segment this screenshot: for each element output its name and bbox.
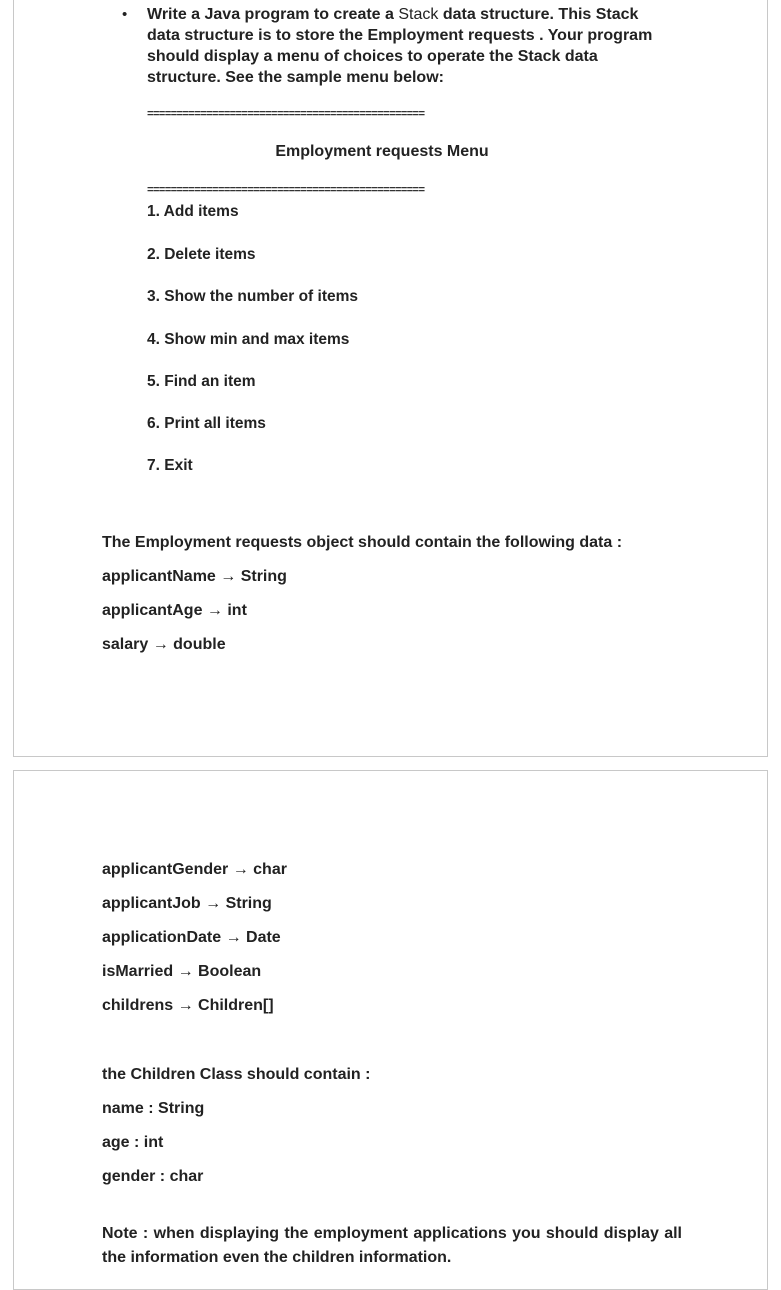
field-line: applicantJob → String bbox=[102, 895, 272, 912]
bullet-marker: • bbox=[122, 6, 128, 23]
menu-item: 1. Add items bbox=[147, 203, 239, 220]
intro-stack-word: Stack bbox=[398, 6, 439, 23]
intro-text-2: data structure. This Stack data structure is to store the Employment requests . Your program should display a menu of choices to operate the Stack data structure. See the sample menu below: bbox=[147, 6, 653, 86]
field-line: isMarried → Boolean bbox=[102, 963, 262, 980]
field-line: childrens → Children[] bbox=[102, 997, 274, 1014]
children-field: age : int bbox=[102, 1134, 164, 1151]
intro-paragraph bbox=[147, 4, 667, 88]
children-field: name : String bbox=[102, 1100, 205, 1117]
field-line: applicantAge → int bbox=[102, 602, 247, 619]
field-line: salary → double bbox=[102, 636, 226, 653]
intro-text-1: Write a Java program to create a bbox=[147, 6, 399, 23]
menu-title: Employment requests Menu bbox=[275, 143, 489, 160]
field-line: applicantGender → char bbox=[102, 861, 287, 878]
menu-item: 7. Exit bbox=[147, 457, 193, 474]
object-heading: The Employment requests object should contain the following data : bbox=[102, 534, 623, 551]
menu-item: 5. Find an item bbox=[147, 373, 256, 390]
children-field: gender : char bbox=[102, 1168, 204, 1185]
page-2 bbox=[13, 770, 768, 1290]
menu-item: 4. Show min and max items bbox=[147, 331, 350, 348]
menu-item: 6. Print all items bbox=[147, 415, 266, 432]
field-line: applicationDate → Date bbox=[102, 929, 281, 946]
menu-item: 2. Delete items bbox=[147, 246, 256, 263]
menu-rule-top: =============================================== bbox=[147, 109, 425, 121]
menu-rule-bottom: =============================================== bbox=[147, 185, 425, 197]
note-paragraph: Note : when displaying the employment applications you should display all the information even the children information. bbox=[102, 1225, 682, 1266]
children-heading: the Children Class should contain : bbox=[102, 1066, 371, 1083]
field-line: applicantName → String bbox=[102, 568, 287, 585]
menu-item: 3. Show the number of items bbox=[147, 288, 358, 305]
